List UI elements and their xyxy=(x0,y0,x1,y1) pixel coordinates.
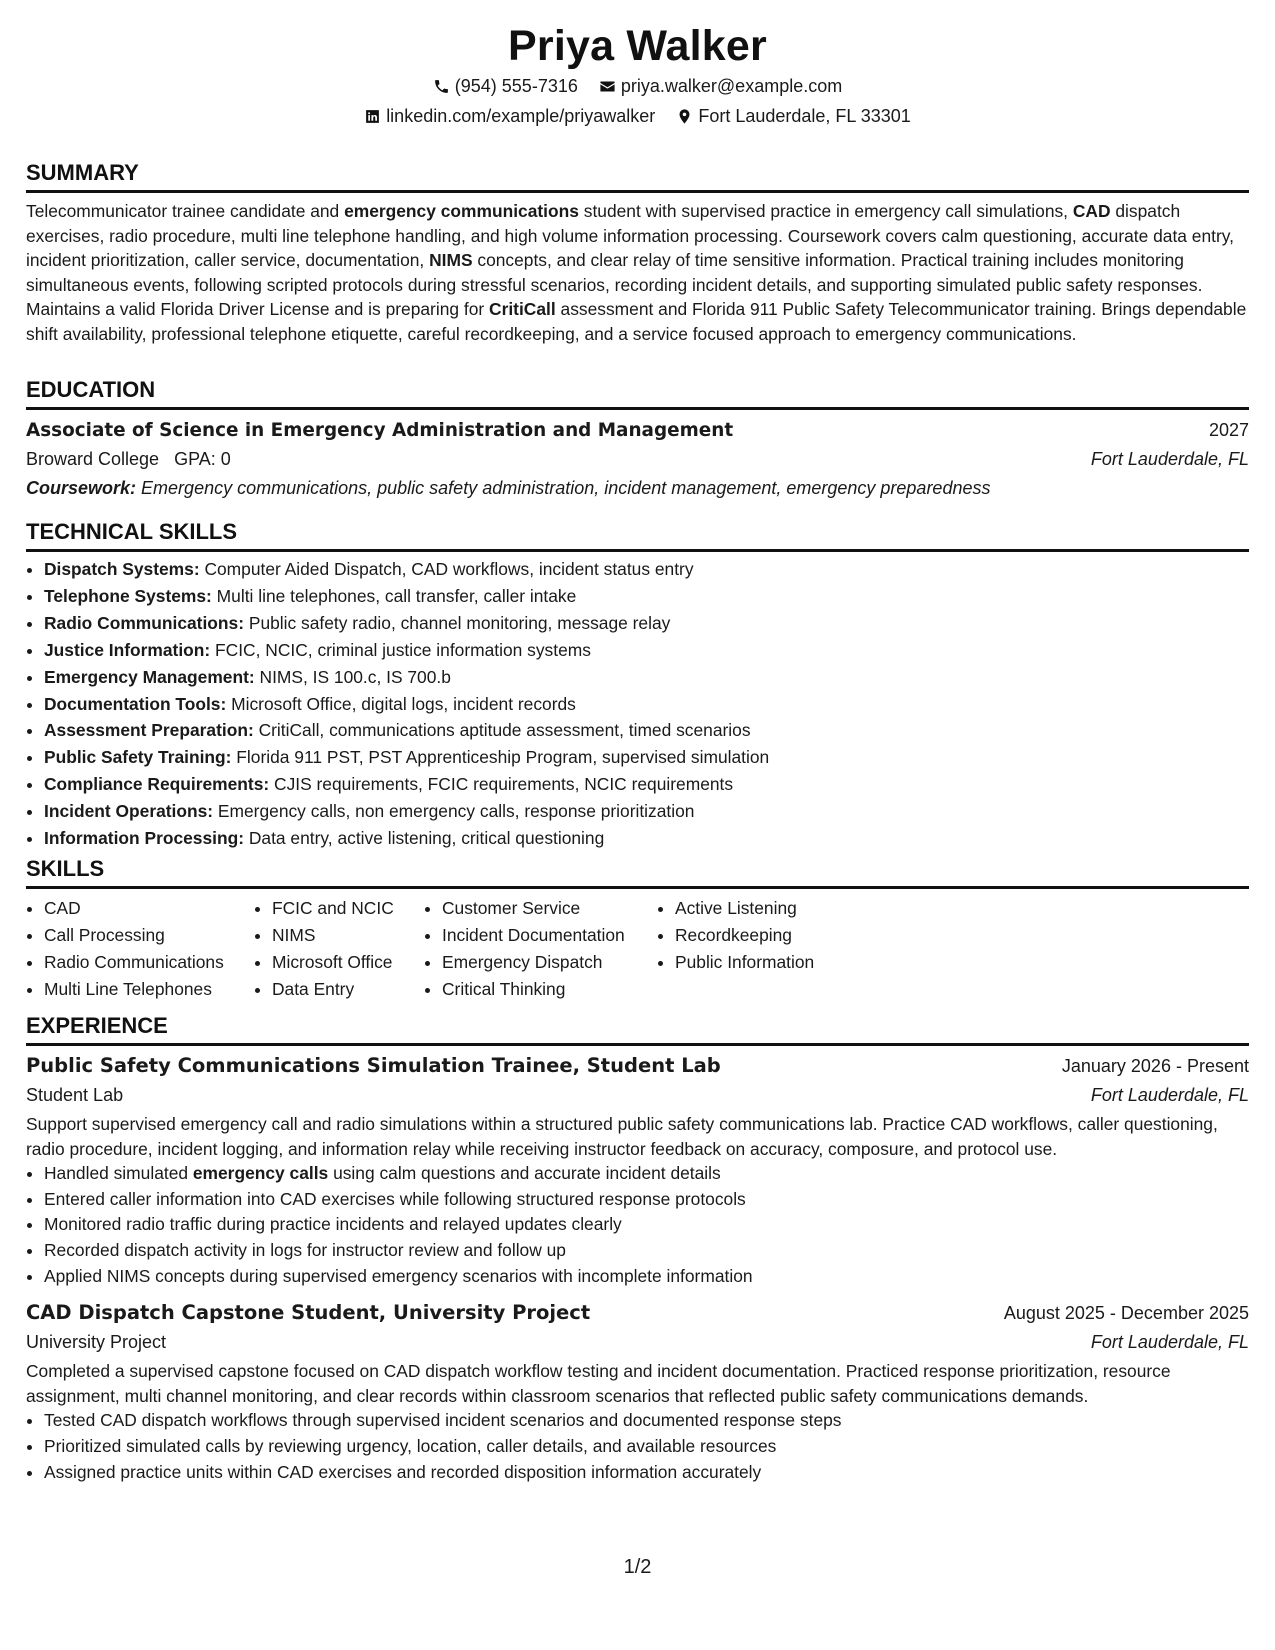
text-segment: using calm questions and accurate incident details xyxy=(328,1163,721,1184)
technical-skill-item xyxy=(44,825,1249,852)
text-segment: Prioritized simulated calls by reviewing urgency, location, caller details, and available resources xyxy=(44,1435,777,1456)
job-bullet xyxy=(44,1434,1249,1460)
job-bullet xyxy=(44,1408,1249,1434)
text-segment: Handled simulated xyxy=(44,1163,193,1184)
experience-jobs xyxy=(26,1052,1249,1485)
technical-skill-item xyxy=(44,771,1249,798)
job-organization: University Project xyxy=(26,1332,167,1353)
skill-details: Microsoft Office, digital logs, incident records xyxy=(226,693,576,714)
text-segment: Entered caller information into CAD exercises while following structured response protocols xyxy=(44,1188,746,1209)
skill-item: • Customer Service xyxy=(442,895,657,922)
skill-item: • Emergency Dispatch xyxy=(442,949,657,976)
job-org-row xyxy=(26,1080,1249,1110)
skill-item: • Active Listening xyxy=(675,895,857,922)
gpa: GPA: 0 xyxy=(174,449,231,469)
job-description: Support supervised emergency call and radio simulations within a structured public safety communications lab. Practice CAD workflows, caller questioning, radio procedure, incident logging, and information relay while receiving instructor feedback on accuracy, composure, and protocol use. xyxy=(26,1114,1218,1159)
job-entry xyxy=(26,1052,1249,1289)
text-segment: concepts, and clear relay of time sensitive information. Practical training includes monitoring simultaneous events, following scripted protocols during stressful scenarios, recording incident details, and supporting simulated public safety responses. Maintains a valid Florida Driver License and is preparing for xyxy=(26,250,1203,320)
skill-details: FCIC, NCIC, criminal justice information systems xyxy=(210,639,591,660)
job-organization: Student Lab xyxy=(26,1085,124,1105)
school-row xyxy=(26,445,1249,474)
text-segment: Recorded dispatch activity in logs for instructor review and follow up xyxy=(44,1239,566,1260)
technical-skills-heading: TECHNICAL SKILLS xyxy=(26,519,1249,552)
technical-skill-item xyxy=(44,744,1249,771)
skill-item: • CAD xyxy=(44,895,254,922)
job-bullet xyxy=(44,1187,1249,1213)
technical-skills-section xyxy=(26,519,1249,852)
skills-columns xyxy=(26,895,1249,1003)
contact-row-2 xyxy=(26,106,1249,130)
bold-text: emergency calls xyxy=(192,1163,329,1184)
text-segment: Telecommunicator trainee candidate and xyxy=(26,201,345,221)
job-dates: August 2025 - December 2025 xyxy=(1003,1303,1249,1324)
map-pin-icon xyxy=(676,108,693,125)
education-heading: EDUCATION xyxy=(26,377,1249,410)
skill-details: Florida 911 PST, PST Apprenticeship Program, supervised simulation xyxy=(231,747,770,768)
technical-skill-item xyxy=(44,610,1249,637)
skill-details: Multi line telephones, call transfer, caller intake xyxy=(211,585,577,606)
location-contact xyxy=(676,106,910,127)
technical-skill-item xyxy=(44,798,1249,825)
bold-text: CritiCall xyxy=(489,299,556,320)
skill-details: CJIS requirements, FCIC requirements, NCIC requirements xyxy=(269,774,734,795)
skill-details: Public safety radio, channel monitoring, message relay xyxy=(244,612,671,633)
summary-heading: SUMMARY xyxy=(26,160,1249,193)
job-location: Fort Lauderdale, FL xyxy=(1090,1085,1249,1105)
graduation-year: 2027 xyxy=(1208,420,1249,440)
linkedin-text[interactable]: linkedin.com/example/priyawalker xyxy=(386,106,656,126)
text-segment: dispatch exercises, radio procedure, multi line telephone handling, and high volume information processing. Coursework covers calm questioning, accurate data entry, incident prioritization, caller service, documentation, xyxy=(26,201,1235,271)
skills-column xyxy=(424,895,657,1003)
skill-category: Assessment Preparation: xyxy=(44,720,254,741)
technical-skill-item xyxy=(44,717,1249,744)
skills-column xyxy=(254,895,424,1003)
job-bullet xyxy=(44,1161,1249,1187)
degree-row xyxy=(26,416,1249,445)
experience-section xyxy=(26,1013,1249,1485)
candidate-name: Priya Walker xyxy=(508,22,767,70)
job-bullet xyxy=(44,1460,1249,1486)
bold-text: CAD xyxy=(1072,201,1111,221)
coursework-text: Emergency communications, public safety administration, incident management, emergency preparedness xyxy=(141,478,991,498)
skill-item: • Public Information xyxy=(675,949,857,976)
phone-icon xyxy=(433,78,450,95)
skill-category: Information Processing: xyxy=(44,828,245,849)
text-segment: student with supervised practice in emergency call simulations, xyxy=(578,201,1073,221)
job-title-row xyxy=(26,1299,1249,1327)
job-dates: January 2026 - Present xyxy=(1061,1056,1249,1076)
text-segment: Assigned practice units within CAD exercises and recorded disposition information accurately xyxy=(44,1461,762,1482)
skill-category: Documentation Tools: xyxy=(44,693,227,714)
skill-details: NIMS, IS 100.c, IS 700.b xyxy=(254,666,451,687)
skills-heading: SKILLS xyxy=(26,856,1249,889)
skill-category: Public Safety Training: xyxy=(44,747,232,768)
job-bullets xyxy=(26,1161,1249,1289)
technical-skill-item xyxy=(44,664,1249,691)
linkedin-icon xyxy=(364,108,381,125)
skills-column xyxy=(26,895,254,1003)
school-name: Broward College xyxy=(26,449,160,469)
phone-contact xyxy=(433,76,578,97)
linkedin-contact[interactable] xyxy=(364,106,655,127)
phone-text: (954) 555-7316 xyxy=(454,76,578,96)
bold-text: NIMS xyxy=(429,250,473,271)
skill-category: Justice Information: xyxy=(44,639,211,660)
text-segment: Tested CAD dispatch workflows through supervised incident scenarios and documented response steps xyxy=(44,1410,842,1431)
job-location: Fort Lauderdale, FL xyxy=(1090,1332,1249,1353)
envelope-icon xyxy=(599,78,616,95)
technical-skills-list xyxy=(26,556,1249,852)
text-segment: Monitored radio traffic during practice incidents and relayed updates clearly xyxy=(44,1214,622,1235)
technical-skill-item xyxy=(44,637,1249,664)
technical-skill-item xyxy=(44,691,1249,718)
school-info xyxy=(26,445,231,474)
skills-column xyxy=(657,895,857,1003)
skill-item: • Incident Documentation xyxy=(442,922,657,949)
email-contact[interactable] xyxy=(599,76,842,97)
skill-item: • Data Entry xyxy=(272,976,424,1003)
skill-item: • Microsoft Office xyxy=(272,949,424,976)
job-title: CAD Dispatch Capstone Student, University Project xyxy=(26,1301,591,1325)
skill-category: Telephone Systems: xyxy=(44,585,212,606)
skill-item: • FCIC and NCIC xyxy=(272,895,424,922)
skill-item: • NIMS xyxy=(272,922,424,949)
job-bullet xyxy=(44,1212,1249,1238)
job-title-row xyxy=(26,1052,1249,1080)
skill-details: CritiCall, communications aptitude assessment, timed scenarios xyxy=(253,720,751,741)
text-segment: assessment and Florida 911 Public Safety Telecommunicator training. Brings dependable shift availability, professional telephone etiquette, careful recordkeeping, and a service focused approach to emergency communications. xyxy=(26,299,1247,344)
location-text: Fort Lauderdale, FL 33301 xyxy=(698,106,911,126)
skill-category: Dispatch Systems: xyxy=(44,559,200,579)
skill-category: Compliance Requirements: xyxy=(44,774,270,795)
skill-item: • Call Processing xyxy=(44,922,254,949)
technical-skill-item xyxy=(44,556,1249,583)
job-title: Public Safety Communications Simulation Trainee, Student Lab xyxy=(26,1054,721,1077)
skill-category: Radio Communications: xyxy=(44,612,245,633)
degree-name: Associate of Science in Emergency Administration and Management xyxy=(26,420,734,441)
skill-category: Emergency Management: xyxy=(44,666,255,687)
school-location: Fort Lauderdale, FL xyxy=(1090,449,1249,469)
coursework-label: Coursework: xyxy=(26,478,137,498)
text-segment: Applied NIMS concepts during supervised emergency scenarios with incomplete information xyxy=(44,1265,753,1286)
education-section xyxy=(26,377,1249,503)
experience-heading: EXPERIENCE xyxy=(26,1013,1249,1046)
email-text[interactable]: priya.walker@example.com xyxy=(620,76,843,96)
skill-category: Incident Operations: xyxy=(44,801,214,822)
job-entry xyxy=(26,1299,1249,1485)
skill-details: Data entry, active listening, critical questioning xyxy=(244,828,605,849)
summary-section xyxy=(26,160,1249,347)
job-bullet xyxy=(44,1264,1249,1290)
job-bullet xyxy=(44,1238,1249,1264)
page-number: 1/2 xyxy=(623,1556,652,1578)
skill-details: Emergency calls, non emergency calls, response prioritization xyxy=(213,801,695,822)
technical-skill-item xyxy=(44,583,1249,610)
skills-section xyxy=(26,856,1249,1003)
summary-text xyxy=(26,199,1249,347)
job-description: Completed a supervised capstone focused on CAD dispatch workflow testing and incident documentation. Practiced response prioritization, resource assignment, multi channel monitoring, and clear records within classroom scenarios that reflected public safety communications demands. xyxy=(26,1361,1171,1406)
skill-item: • Critical Thinking xyxy=(442,976,657,1003)
skill-details: Computer Aided Dispatch, CAD workflows, incident status entry xyxy=(199,559,694,579)
bold-text: emergency communications xyxy=(344,201,579,221)
skill-item: • Recordkeeping xyxy=(675,922,857,949)
job-bullets xyxy=(26,1408,1249,1485)
coursework-line xyxy=(26,474,1249,503)
contact-row-1 xyxy=(26,76,1249,100)
skill-item: • Radio Communications xyxy=(44,949,254,976)
job-org-row xyxy=(26,1327,1249,1357)
skill-item: • Multi Line Telephones xyxy=(44,976,254,1003)
